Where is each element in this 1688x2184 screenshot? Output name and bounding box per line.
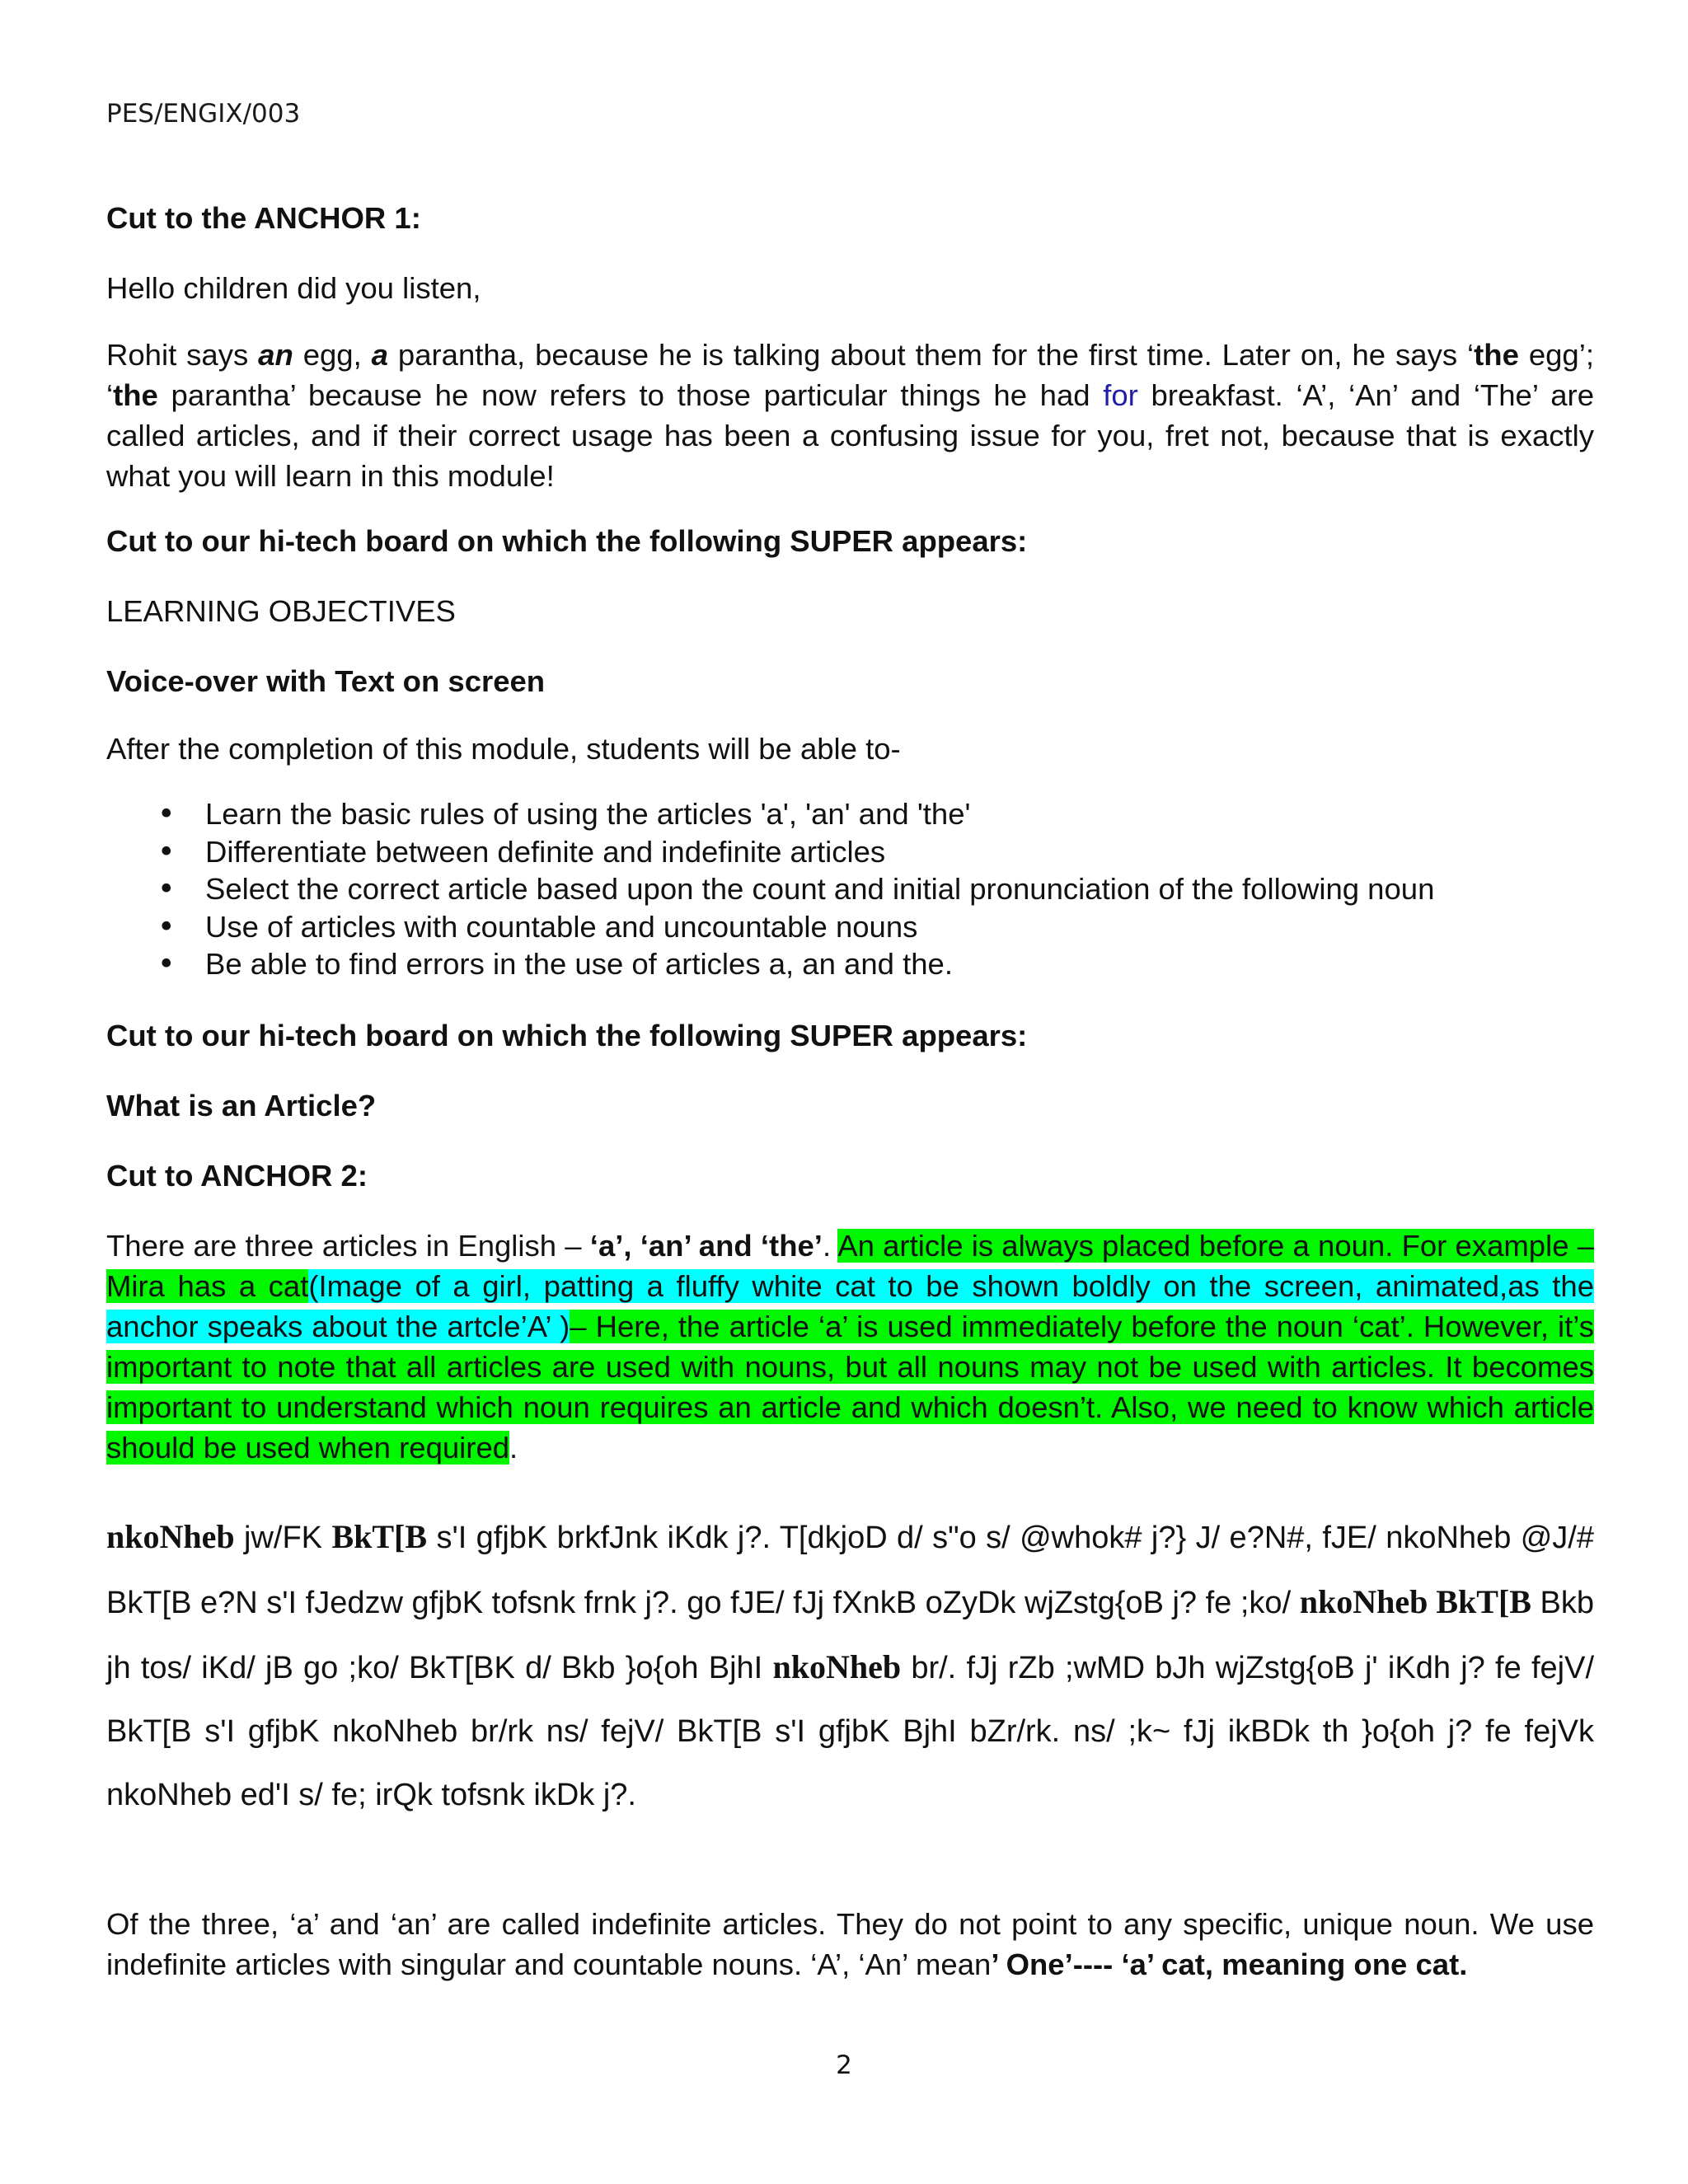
bold-serif-run: nkoNheb: [772, 1648, 902, 1685]
bold-serif-run: BkT[B: [331, 1518, 428, 1555]
bold-run: the: [113, 378, 158, 412]
text-run: parantha, because he is talking about them for the first time. Later on, he says ‘: [387, 338, 1475, 372]
text-run: There are three articles in English –: [106, 1229, 590, 1263]
anchor-2-paragraph: [106, 1226, 1594, 1468]
voiceover-cue: Voice-over with Text on screen: [106, 664, 546, 698]
closing-paragraph: [106, 1904, 1594, 1985]
objective-item: • Use of articles with countable and uncountable nouns: [106, 908, 1434, 946]
cue-anchor-1: Cut to the ANCHOR 1:: [106, 201, 421, 235]
page-number: 2: [836, 2050, 852, 2080]
text-run: egg,: [293, 338, 372, 372]
text-run: parantha’ because he now refers to those particular things he had: [157, 378, 1104, 412]
text-run: .: [822, 1229, 838, 1263]
bold-run: ’ One’---- ‘a’ cat, meaning one cat.: [991, 1947, 1468, 1981]
objective-item: • Be able to find errors in the use of articles a, an and the.: [106, 945, 1434, 983]
bold-run: the: [1474, 338, 1519, 372]
objectives-list: [106, 795, 1434, 983]
bold-italic-run: an: [258, 338, 293, 372]
bold-serif-run: nkoNheb BkT[B: [1299, 1583, 1531, 1620]
text-run: Bkb jh tos/ iKd/ jB go ;ko/ BkT[BK d/ Bkb }o{oh BjhI: [106, 1586, 1594, 1685]
gurmukhi-paragraph: [106, 1505, 1594, 1827]
cue-anchor-2: Cut to ANCHOR 2:: [106, 1159, 368, 1193]
text-run: .: [509, 1431, 518, 1465]
objective-item: • Learn the basic rules of using the articles 'a', 'an' and 'the': [106, 795, 1434, 833]
bold-italic-run: a: [371, 338, 388, 372]
cue-board-1: Cut to our hi-tech board on which the following SUPER appears:: [106, 524, 1028, 558]
text-run: s'I gfjbK brkfJnk iKdk j?. T[dkjoD d/ s"o s/ @whok# j?} J/ e?N#, fJE/ nkoNheb @J/# BkT[B e?N s'I fJedzw gfjbK tofsnk frnk j?. go fJE/ fJj fXnkB oZyDk wjZstg{oB j? fe ;ko/: [106, 1521, 1594, 1620]
what-is-article-heading: What is an Article?: [106, 1089, 377, 1122]
greeting: Hello children did you listen,: [106, 271, 481, 305]
objective-item: • Differentiate between definite and indefinite articles: [106, 833, 1434, 871]
document-code: PES/ENGIX/003: [106, 99, 301, 129]
text-run: jw/FK: [234, 1521, 332, 1555]
text-run: breakfast. ‘A’, ‘An’ and ‘The’ are called articles, and if their correct usage has been a confusing issue for you, fret not, because that is exactly what you will learn in this module!: [106, 378, 1594, 493]
objective-item: • Select the correct article based upon the count and initial pronunciation of the following noun: [106, 870, 1434, 908]
green-highlight: – Here, the article ‘a’ is used immediately before the noun ‘cat’. However, it’s important to note that all articles are used with nouns, but all nouns may not be used with articles. It becomes important to understand which noun requires an article and which doesn’t. Also, we need to know which article should be used when required: [106, 1310, 1594, 1465]
intro-paragraph: [106, 335, 1594, 496]
learning-objectives-heading: LEARNING OBJECTIVES: [106, 594, 456, 628]
text-run: egg’; ‘: [106, 338, 1594, 412]
completion-intro: After the completion of this module, students will be able to-: [106, 732, 901, 766]
green-highlight: An article is always placed before a noun. For example – Mira has a cat: [106, 1229, 1594, 1303]
bold-run: ‘a’, ‘an’ and ‘the’: [589, 1229, 823, 1263]
cue-board-2: Cut to our hi-tech board on which the following SUPER appears:: [106, 1019, 1028, 1052]
text-run: Of the three, ‘a’ and ‘an’ are called indefinite articles. They do not point to any specific, unique noun. We use indefinite articles with singular and countable nouns. ‘A’, ‘An’ mean: [106, 1907, 1594, 1981]
blue-text-run: for: [1103, 378, 1138, 412]
cyan-highlight: (Image of a girl, patting a fluffy white cat to be shown boldly on the screen, animated,as the anchor speaks about the artcle’A’ ): [106, 1269, 1594, 1343]
text-run: br/. fJj rZb ;wMD bJh wjZstg{oB j' iKdh j? fe fejV/ BkT[B s'I gfjbK nkoNheb br/rk ns/ fejV/ BkT[B s'I gfjbK BjhI bZr/rk. ns/ ;k~ fJj ikBDk th }o{oh j? fe fejVk nkoNheb ed'I s/ fe; irQk tofsnk ikDk j?.: [106, 1651, 1594, 1812]
bold-serif-run: nkoNheb: [106, 1518, 235, 1555]
text-run: Rohit says: [106, 338, 259, 372]
